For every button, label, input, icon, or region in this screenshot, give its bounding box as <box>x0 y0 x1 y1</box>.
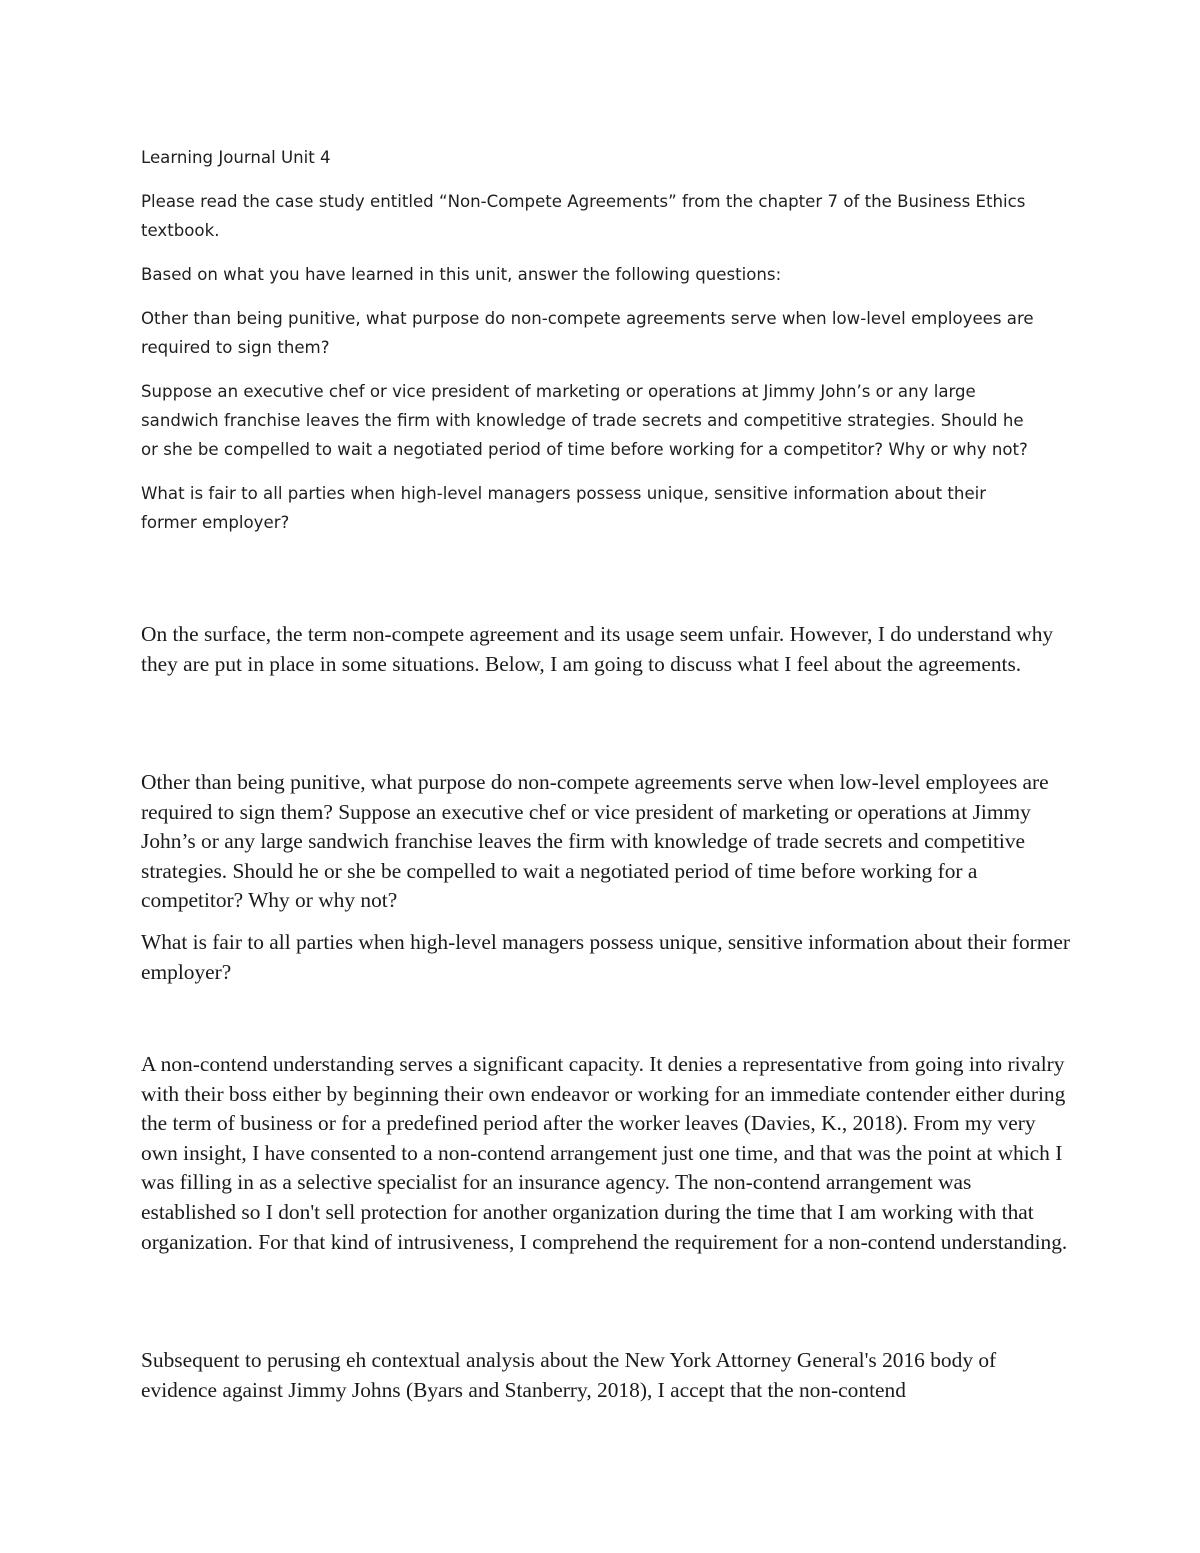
restated-question-2: What is fair to all parties when high-level managers possess unique, sensitive information about their former employer? <box>141 929 1071 984</box>
answer-section-1 <box>141 1050 1071 1257</box>
intro-paragraph: On the surface, the term non-compete agreement and its usage seem unfair. However, I do understand why they are put in place in some situations. Below, I am going to discuss what I feel about the agreements. <box>141 622 1054 676</box>
restated-question-1: Other than being punitive, what purpose do non-compete agreements serve when low-level employees are required to sign them? Suppose an executive chef or vice president of marketing or operations at Jimmy John’s or any large sandwich franchise leaves the firm with knowledge of trade secrets and competitive strategies. Should he or she be compelled to wait a negotiated period of time before working for a competitor? Why or why not? <box>141 770 1049 913</box>
assignment-prompt: Based on what you have learned in this unit, answer the following questions: <box>141 265 782 284</box>
restated-questions-section <box>141 768 1071 987</box>
question-1: Other than being punitive, what purpose do non-compete agreements serve when low-level employees are required to sign them? <box>141 309 1034 357</box>
question-2: Suppose an executive chef or vice president of marketing or operations at Jimmy John’s or any large sandwich franchise leaves the firm with knowledge of trade secrets and competitive strategies. Should he or she be compelled to wait a negotiated period of time before working for a competitor? Why or why not? <box>141 382 1028 459</box>
answer-section-2 <box>141 1346 1071 1405</box>
intro-section <box>141 620 1071 679</box>
answer-paragraph-2: Subsequent to perusing eh contextual analysis about the New York Attorney General's 2016 body of evidence against Jimmy Johns (Byars and Stanberry, 2018), I accept that the non-contend <box>141 1348 997 1402</box>
assignment-instruction: Please read the case study entitled “Non-Compete Agreements” from the chapter 7 of the Business Ethics textbook. <box>141 192 1026 240</box>
assignment-header <box>141 143 1041 552</box>
answer-paragraph-1: A non-contend understanding serves a significant capacity. It denies a representative from going into rivalry with their boss either by beginning their own endeavor or working for an immediate contender either during the term of business or for a predefined period after the worker leaves (Davies, K., 2018). From my very own insight, I have consented to a non-contend arrangement just one time, and that was the point at which I was filling in as a selective specialist for an insurance agency. The non-contend arrangement was established so I don't sell protection for another organization during the time that I am working with that organization. For that kind of intrusiveness, I comprehend the requirement for a non-contend understanding. <box>141 1052 1068 1254</box>
document-title: Learning Journal Unit 4 <box>141 148 331 167</box>
question-3: What is fair to all parties when high-level managers possess unique, sensitive information about their former employer? <box>141 484 987 532</box>
